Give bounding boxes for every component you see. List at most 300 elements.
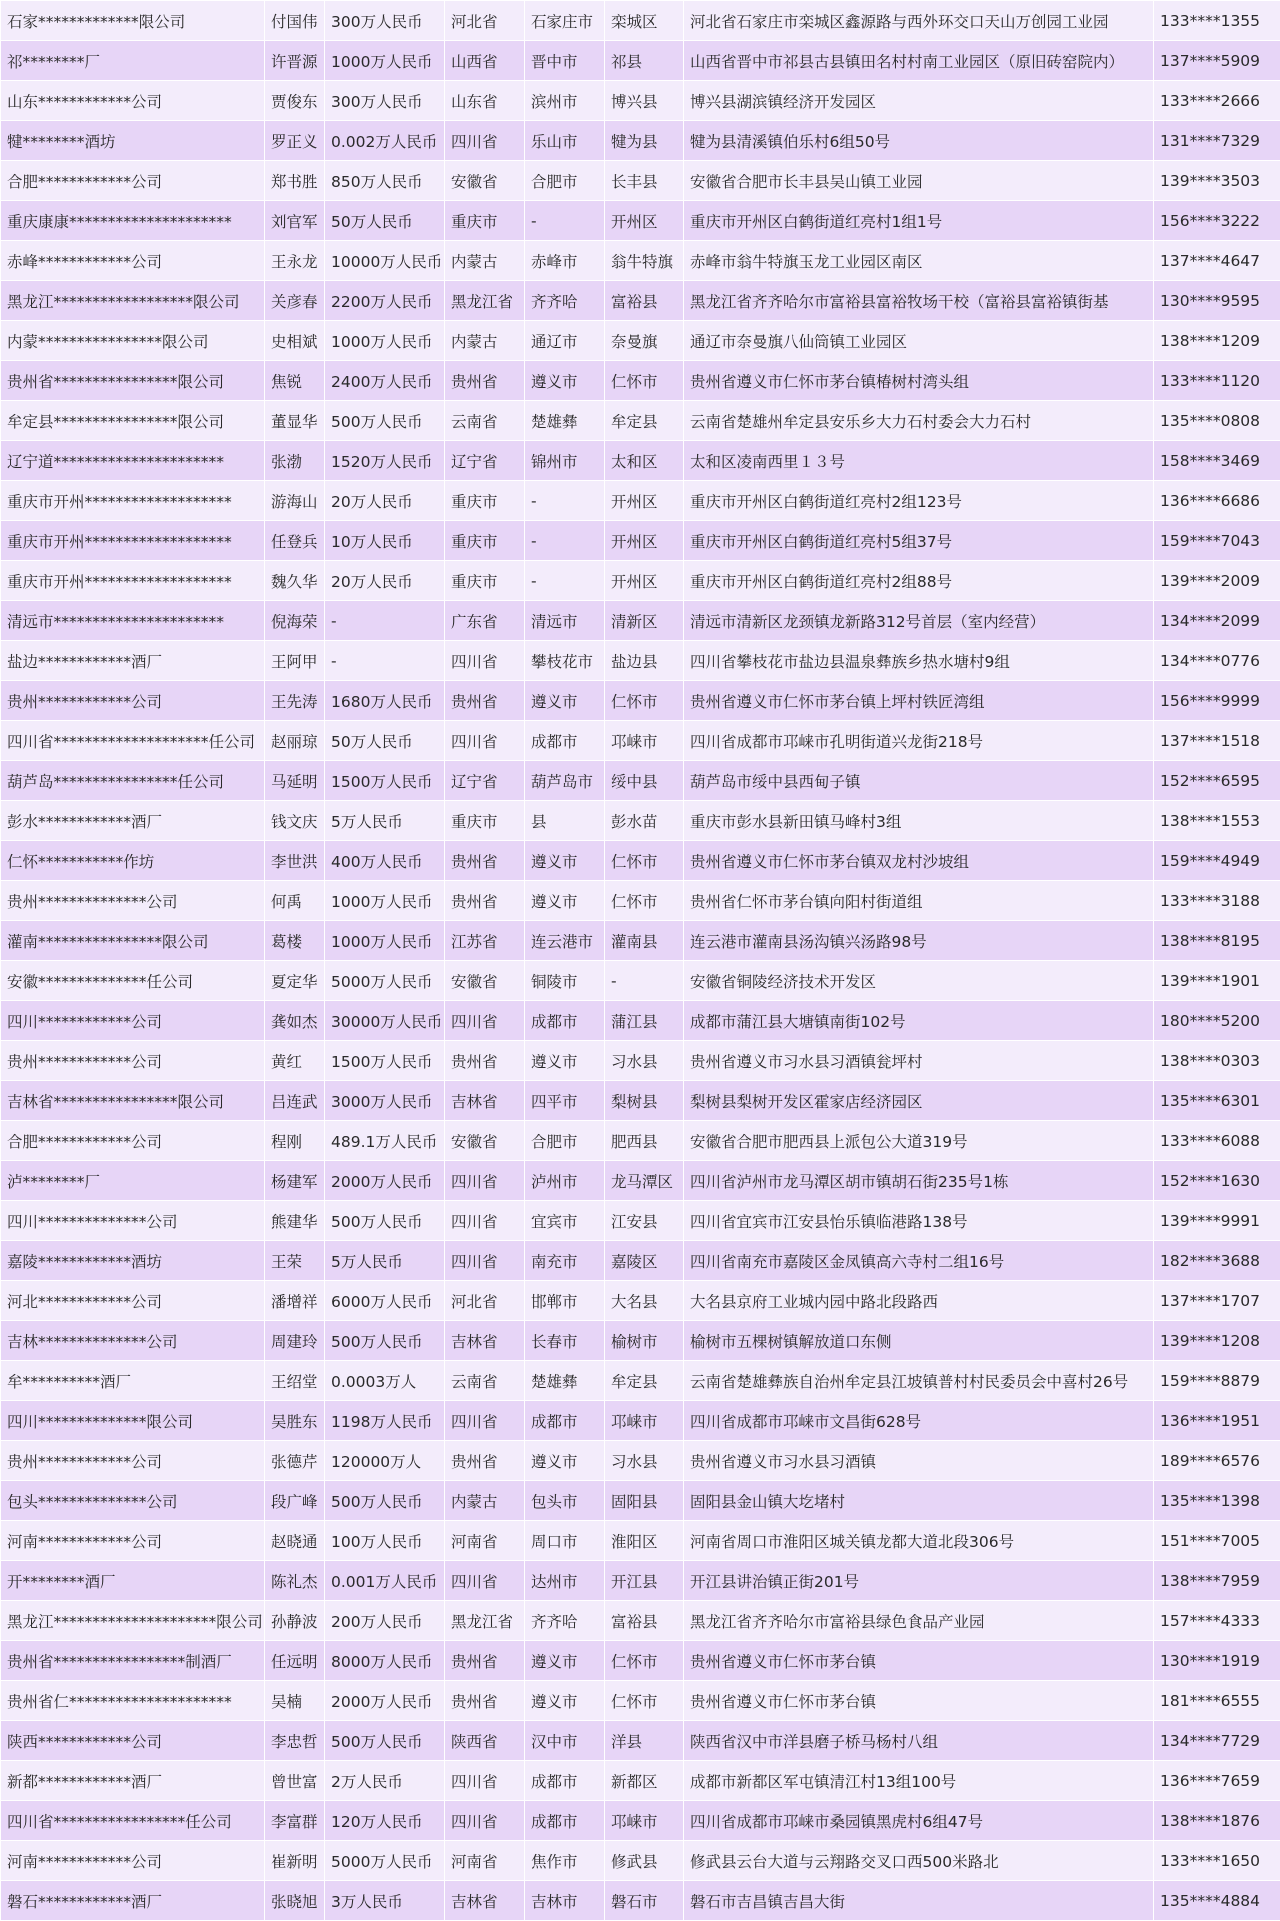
phone-cell: 159****4949 — [1154, 841, 1280, 881]
table-row — [1, 681, 1280, 721]
legal-rep-cell: 龚如杰 — [265, 1001, 325, 1041]
company-name-cell: 山东************公司 — [1, 81, 265, 121]
table-row — [1, 321, 1280, 361]
province-cell: 广东省 — [445, 601, 525, 641]
district-cell: 富裕县 — [605, 281, 684, 321]
legal-rep-cell: 周建玲 — [265, 1321, 325, 1361]
registered-capital-cell: 2万人民币 — [325, 1761, 445, 1801]
address-cell: 安徽省合肥市肥西县上派包公大道319号 — [684, 1121, 1154, 1161]
district-cell: 绥中县 — [605, 761, 684, 801]
table-row — [1, 721, 1280, 761]
legal-rep-cell: 王先涛 — [265, 681, 325, 721]
registered-capital-cell: 3000万人民币 — [325, 1081, 445, 1121]
table-row — [1, 1081, 1280, 1121]
district-cell: 清新区 — [605, 601, 684, 641]
phone-cell: 133****2666 — [1154, 81, 1280, 121]
province-cell: 云南省 — [445, 401, 525, 441]
registered-capital-cell: 300万人民币 — [325, 81, 445, 121]
table-row — [1, 121, 1280, 161]
city-cell: 遵义市 — [525, 681, 605, 721]
company-name-cell: 吉林省****************限公司 — [1, 1081, 265, 1121]
province-cell: 贵州省 — [445, 681, 525, 721]
city-cell: 焦作市 — [525, 1841, 605, 1881]
district-cell: 开江县 — [605, 1561, 684, 1601]
province-cell: 安徽省 — [445, 961, 525, 1001]
legal-rep-cell: 李富群 — [265, 1801, 325, 1841]
district-cell: 大名县 — [605, 1281, 684, 1321]
table-row — [1, 1201, 1280, 1241]
city-cell: 成都市 — [525, 1001, 605, 1041]
registered-capital-cell: 500万人民币 — [325, 401, 445, 441]
city-cell: 遵义市 — [525, 841, 605, 881]
city-cell: - — [525, 521, 605, 561]
table-row — [1, 1361, 1280, 1401]
table-row — [1, 1281, 1280, 1321]
city-cell: 县 — [525, 801, 605, 841]
district-cell: 修武县 — [605, 1841, 684, 1881]
registered-capital-cell: 30000万人民币 — [325, 1001, 445, 1041]
province-cell: 贵州省 — [445, 361, 525, 401]
address-cell: 重庆市开州区白鹤街道红亮村2组123号 — [684, 481, 1154, 521]
phone-cell: 138****1553 — [1154, 801, 1280, 841]
company-name-cell: 河南************公司 — [1, 1841, 265, 1881]
phone-cell: 133****3188 — [1154, 881, 1280, 921]
phone-cell: 134****0776 — [1154, 641, 1280, 681]
company-name-cell: 重庆市开州******************* — [1, 521, 265, 561]
table-row — [1, 441, 1280, 481]
province-cell: 贵州省 — [445, 1641, 525, 1681]
city-cell: 汉中市 — [525, 1721, 605, 1761]
address-cell: 榆树市五棵树镇解放道口东侧 — [684, 1321, 1154, 1361]
table-row — [1, 161, 1280, 201]
district-cell: 太和区 — [605, 441, 684, 481]
address-cell: 四川省成都市邛崃市桑园镇黑虎村6组47号 — [684, 1801, 1154, 1841]
legal-rep-cell: 程刚 — [265, 1121, 325, 1161]
address-cell: 贵州省遵义市仁怀市茅台镇双龙村沙坡组 — [684, 841, 1154, 881]
address-cell: 博兴县湖滨镇经济开发园区 — [684, 81, 1154, 121]
registered-capital-cell: 1000万人民币 — [325, 41, 445, 81]
company-name-cell: 贵州省仁********************* — [1, 1681, 265, 1721]
legal-rep-cell: 李世洪 — [265, 841, 325, 881]
company-name-cell: 陕西************公司 — [1, 1721, 265, 1761]
district-cell: 蒲江县 — [605, 1001, 684, 1041]
table-row — [1, 401, 1280, 441]
province-cell: 四川省 — [445, 1241, 525, 1281]
province-cell: 黑龙江省 — [445, 281, 525, 321]
legal-rep-cell: 张晓旭 — [265, 1881, 325, 1921]
legal-rep-cell: 倪海荣 — [265, 601, 325, 641]
city-cell: 晋中市 — [525, 41, 605, 81]
district-cell: 彭水苗 — [605, 801, 684, 841]
company-name-cell: 合肥************公司 — [1, 161, 265, 201]
city-cell: 宜宾市 — [525, 1201, 605, 1241]
address-cell: 四川省宜宾市江安县怡乐镇临港路138号 — [684, 1201, 1154, 1241]
company-name-cell: 重庆市开州******************* — [1, 561, 265, 601]
registered-capital-cell: 20万人民币 — [325, 481, 445, 521]
table-row — [1, 1761, 1280, 1801]
address-cell: 云南省楚雄州牟定县安乐乡大力石村委会大力石村 — [684, 401, 1154, 441]
phone-cell: 135****1398 — [1154, 1481, 1280, 1521]
company-name-cell: 合肥************公司 — [1, 1121, 265, 1161]
phone-cell: 137****1518 — [1154, 721, 1280, 761]
registered-capital-cell: 1000万人民币 — [325, 921, 445, 961]
district-cell: 灌南县 — [605, 921, 684, 961]
address-cell: 固阳县金山镇大圪堵村 — [684, 1481, 1154, 1521]
province-cell: 吉林省 — [445, 1881, 525, 1921]
district-cell: 邛崃市 — [605, 1801, 684, 1841]
phone-cell: 139****1208 — [1154, 1321, 1280, 1361]
city-cell: 遵义市 — [525, 1641, 605, 1681]
registered-capital-cell: 0.002万人民币 — [325, 121, 445, 161]
address-cell: 重庆市彭水县新田镇马峰村3组 — [684, 801, 1154, 841]
address-cell: 成都市新都区军屯镇清江村13组100号 — [684, 1761, 1154, 1801]
province-cell: 贵州省 — [445, 1041, 525, 1081]
province-cell: 重庆市 — [445, 801, 525, 841]
address-cell: 贵州省遵义市仁怀市茅台镇上坪村铁匠湾组 — [684, 681, 1154, 721]
registered-capital-cell: 0.0003万人 — [325, 1361, 445, 1401]
district-cell: 奈曼旗 — [605, 321, 684, 361]
province-cell: 安徽省 — [445, 161, 525, 201]
legal-rep-cell: 贾俊东 — [265, 81, 325, 121]
city-cell: 成都市 — [525, 721, 605, 761]
registered-capital-cell: 1520万人民币 — [325, 441, 445, 481]
district-cell: 栾城区 — [605, 1, 684, 41]
company-name-cell: 新都************酒厂 — [1, 1761, 265, 1801]
company-name-cell: 牟定县****************限公司 — [1, 401, 265, 441]
phone-cell: 130****1919 — [1154, 1641, 1280, 1681]
legal-rep-cell: 孙静波 — [265, 1601, 325, 1641]
table-row — [1, 1321, 1280, 1361]
city-cell: 遵义市 — [525, 1041, 605, 1081]
company-name-cell: 磐石************酒厂 — [1, 1881, 265, 1921]
table-row — [1, 1521, 1280, 1561]
legal-rep-cell: 熊建华 — [265, 1201, 325, 1241]
address-cell: 河北省石家庄市栾城区鑫源路与西外环交口天山万创园工业园 — [684, 1, 1154, 41]
table-row — [1, 841, 1280, 881]
province-cell: 江苏省 — [445, 921, 525, 961]
legal-rep-cell: 王阿甲 — [265, 641, 325, 681]
province-cell: 辽宁省 — [445, 761, 525, 801]
address-cell: 陕西省汉中市洋县磨子桥马杨村八组 — [684, 1721, 1154, 1761]
legal-rep-cell: 许晋源 — [265, 41, 325, 81]
province-cell: 四川省 — [445, 1201, 525, 1241]
legal-rep-cell: 游海山 — [265, 481, 325, 521]
province-cell: 河南省 — [445, 1521, 525, 1561]
address-cell: 大名县京府工业城内园中路北段路西 — [684, 1281, 1154, 1321]
legal-rep-cell: 付国伟 — [265, 1, 325, 41]
city-cell: 成都市 — [525, 1761, 605, 1801]
table-row — [1, 961, 1280, 1001]
phone-cell: 151****7005 — [1154, 1521, 1280, 1561]
phone-cell: 133****1120 — [1154, 361, 1280, 401]
legal-rep-cell: 钱文庆 — [265, 801, 325, 841]
phone-cell: 180****5200 — [1154, 1001, 1280, 1041]
address-cell: 黑龙江省齐齐哈尔市富裕县绿色食品产业园 — [684, 1601, 1154, 1641]
city-cell: 泸州市 — [525, 1161, 605, 1201]
phone-cell: 135****6301 — [1154, 1081, 1280, 1121]
province-cell: 陕西省 — [445, 1721, 525, 1761]
company-name-cell: 贵州************公司 — [1, 1041, 265, 1081]
table-row — [1, 281, 1280, 321]
company-name-cell: 祁********厂 — [1, 41, 265, 81]
city-cell: 齐齐哈 — [525, 281, 605, 321]
district-cell: 开州区 — [605, 201, 684, 241]
address-cell: 四川省成都市邛崃市孔明街道兴龙街218号 — [684, 721, 1154, 761]
legal-rep-cell: 任登兵 — [265, 521, 325, 561]
address-cell: 重庆市开州区白鹤街道红亮村1组1号 — [684, 201, 1154, 241]
province-cell: 重庆市 — [445, 481, 525, 521]
company-name-cell: 包头**************公司 — [1, 1481, 265, 1521]
district-cell: 新都区 — [605, 1761, 684, 1801]
address-cell: 清远市清新区龙颈镇龙新路312号首层（室内经营） — [684, 601, 1154, 641]
address-cell: 修武县云台大道与云翔路交叉口西500米路北 — [684, 1841, 1154, 1881]
province-cell: 山西省 — [445, 41, 525, 81]
city-cell: 邯郸市 — [525, 1281, 605, 1321]
registered-capital-cell: 1680万人民币 — [325, 681, 445, 721]
city-cell: 铜陵市 — [525, 961, 605, 1001]
province-cell: 四川省 — [445, 1001, 525, 1041]
address-cell: 葫芦岛市绥中县西甸子镇 — [684, 761, 1154, 801]
legal-rep-cell: 王荣 — [265, 1241, 325, 1281]
phone-cell: 130****9595 — [1154, 281, 1280, 321]
table-row — [1, 1561, 1280, 1601]
address-cell: 河南省周口市淮阳区城关镇龙都大道北段306号 — [684, 1521, 1154, 1561]
address-cell: 黑龙江省齐齐哈尔市富裕县富裕牧场干校（富裕县富裕镇街基 — [684, 281, 1154, 321]
city-cell: 包头市 — [525, 1481, 605, 1521]
table-row — [1, 241, 1280, 281]
legal-rep-cell: 任远明 — [265, 1641, 325, 1681]
address-cell: 贵州省遵义市仁怀市茅台镇 — [684, 1681, 1154, 1721]
table-row — [1, 641, 1280, 681]
legal-rep-cell: 赵丽琼 — [265, 721, 325, 761]
address-cell: 重庆市开州区白鹤街道红亮村2组88号 — [684, 561, 1154, 601]
registered-capital-cell: - — [325, 641, 445, 681]
phone-cell: 139****9991 — [1154, 1201, 1280, 1241]
district-cell: 邛崃市 — [605, 1401, 684, 1441]
registered-capital-cell: 1500万人民币 — [325, 761, 445, 801]
province-cell: 贵州省 — [445, 881, 525, 921]
phone-cell: 133****1650 — [1154, 1841, 1280, 1881]
district-cell: 开州区 — [605, 561, 684, 601]
phone-cell: 138****1876 — [1154, 1801, 1280, 1841]
district-cell: 固阳县 — [605, 1481, 684, 1521]
table-row — [1, 1881, 1280, 1921]
phone-cell: 181****6555 — [1154, 1681, 1280, 1721]
district-cell: 仁怀市 — [605, 1641, 684, 1681]
registered-capital-cell: 500万人民币 — [325, 1481, 445, 1521]
city-cell: 四平市 — [525, 1081, 605, 1121]
address-cell: 四川省泸州市龙马潭区胡市镇胡石街235号1栋 — [684, 1161, 1154, 1201]
table-row — [1, 1001, 1280, 1041]
table-row — [1, 1441, 1280, 1481]
phone-cell: 136****6686 — [1154, 481, 1280, 521]
city-cell: 遵义市 — [525, 881, 605, 921]
district-cell: 肥西县 — [605, 1121, 684, 1161]
phone-cell: 158****3469 — [1154, 441, 1280, 481]
address-cell: 贵州省遵义市仁怀市茅台镇 — [684, 1641, 1154, 1681]
province-cell: 河南省 — [445, 1841, 525, 1881]
city-cell: 锦州市 — [525, 441, 605, 481]
phone-cell: 138****0303 — [1154, 1041, 1280, 1081]
district-cell: 博兴县 — [605, 81, 684, 121]
district-cell: 淮阳区 — [605, 1521, 684, 1561]
district-cell: - — [605, 961, 684, 1001]
phone-cell: 139****1901 — [1154, 961, 1280, 1001]
province-cell: 内蒙古 — [445, 1481, 525, 1521]
table-row — [1, 81, 1280, 121]
registered-capital-cell: 1500万人民币 — [325, 1041, 445, 1081]
legal-rep-cell: 刘官军 — [265, 201, 325, 241]
table-row — [1, 761, 1280, 801]
company-name-cell: 重庆市开州******************* — [1, 481, 265, 521]
registered-capital-cell: 2000万人民币 — [325, 1681, 445, 1721]
address-cell: 安徽省合肥市长丰县吴山镇工业园 — [684, 161, 1154, 201]
company-name-cell: 河南************公司 — [1, 1521, 265, 1561]
registered-capital-cell: 3万人民币 — [325, 1881, 445, 1921]
phone-cell: 135****0808 — [1154, 401, 1280, 441]
phone-cell: 139****2009 — [1154, 561, 1280, 601]
address-cell: 开江县讲治镇正街201号 — [684, 1561, 1154, 1601]
registered-capital-cell: 2400万人民币 — [325, 361, 445, 401]
district-cell: 祁县 — [605, 41, 684, 81]
phone-cell: 137****4647 — [1154, 241, 1280, 281]
registered-capital-cell: 0.001万人民币 — [325, 1561, 445, 1601]
city-cell: 楚雄彝 — [525, 401, 605, 441]
legal-rep-cell: 马延明 — [265, 761, 325, 801]
company-name-cell: 四川************公司 — [1, 1001, 265, 1041]
legal-rep-cell: 夏定华 — [265, 961, 325, 1001]
registered-capital-cell: 300万人民币 — [325, 1, 445, 41]
city-cell: 成都市 — [525, 1801, 605, 1841]
city-cell: 周口市 — [525, 1521, 605, 1561]
phone-cell: 138****7959 — [1154, 1561, 1280, 1601]
city-cell: 合肥市 — [525, 161, 605, 201]
table-row — [1, 481, 1280, 521]
province-cell: 重庆市 — [445, 521, 525, 561]
company-name-cell: 犍********酒坊 — [1, 121, 265, 161]
city-cell: 乐山市 — [525, 121, 605, 161]
district-cell: 牟定县 — [605, 1361, 684, 1401]
district-cell: 仁怀市 — [605, 841, 684, 881]
province-cell: 四川省 — [445, 1161, 525, 1201]
phone-cell: 131****7329 — [1154, 121, 1280, 161]
company-name-cell: 贵州省*****************制酒厂 — [1, 1641, 265, 1681]
city-cell: 遵义市 — [525, 1441, 605, 1481]
registered-capital-cell: 120万人民币 — [325, 1801, 445, 1841]
phone-cell: 139****3503 — [1154, 161, 1280, 201]
table-row — [1, 1121, 1280, 1161]
company-name-cell: 河北************公司 — [1, 1281, 265, 1321]
phone-cell: 157****4333 — [1154, 1601, 1280, 1641]
city-cell: 攀枝花市 — [525, 641, 605, 681]
registered-capital-cell: 50万人民币 — [325, 201, 445, 241]
registered-capital-cell: 500万人民币 — [325, 1721, 445, 1761]
company-name-cell: 开********酒厂 — [1, 1561, 265, 1601]
company-name-cell: 四川**************公司 — [1, 1201, 265, 1241]
province-cell: 四川省 — [445, 641, 525, 681]
phone-cell: 159****8879 — [1154, 1361, 1280, 1401]
phone-cell: 136****7659 — [1154, 1761, 1280, 1801]
city-cell: 齐齐哈 — [525, 1601, 605, 1641]
address-cell: 赤峰市翁牛特旗玉龙工业园区南区 — [684, 241, 1154, 281]
phone-cell: 133****1355 — [1154, 1, 1280, 41]
phone-cell: 152****6595 — [1154, 761, 1280, 801]
province-cell: 四川省 — [445, 121, 525, 161]
company-name-cell: 安徽**************任公司 — [1, 961, 265, 1001]
district-cell: 仁怀市 — [605, 681, 684, 721]
city-cell: 南充市 — [525, 1241, 605, 1281]
company-name-cell: 清远市********************** — [1, 601, 265, 641]
table-row — [1, 601, 1280, 641]
district-cell: 牟定县 — [605, 401, 684, 441]
legal-rep-cell: 焦锐 — [265, 361, 325, 401]
district-cell: 犍为县 — [605, 121, 684, 161]
company-table-body — [1, 1, 1280, 1921]
district-cell: 开州区 — [605, 521, 684, 561]
company-name-cell: 黑龙江******************限公司 — [1, 281, 265, 321]
legal-rep-cell: 罗正义 — [265, 121, 325, 161]
district-cell: 盐边县 — [605, 641, 684, 681]
address-cell: 成都市蒲江县大塘镇南街102号 — [684, 1001, 1154, 1041]
company-name-cell: 仁怀***********作坊 — [1, 841, 265, 881]
district-cell: 梨树县 — [605, 1081, 684, 1121]
phone-cell: 138****1209 — [1154, 321, 1280, 361]
legal-rep-cell: 崔新明 — [265, 1841, 325, 1881]
table-row — [1, 1161, 1280, 1201]
registered-capital-cell: 500万人民币 — [325, 1321, 445, 1361]
province-cell: 辽宁省 — [445, 441, 525, 481]
district-cell: 磐石市 — [605, 1881, 684, 1921]
city-cell: 成都市 — [525, 1401, 605, 1441]
district-cell: 嘉陵区 — [605, 1241, 684, 1281]
province-cell: 贵州省 — [445, 1681, 525, 1721]
city-cell: 连云港市 — [525, 921, 605, 961]
province-cell: 重庆市 — [445, 561, 525, 601]
city-cell: 吉林市 — [525, 1881, 605, 1921]
registered-capital-cell: 1000万人民币 — [325, 321, 445, 361]
table-row — [1, 1681, 1280, 1721]
city-cell: 遵义市 — [525, 361, 605, 401]
city-cell: 石家庄市 — [525, 1, 605, 41]
company-name-cell: 吉林**************公司 — [1, 1321, 265, 1361]
registered-capital-cell: 2000万人民币 — [325, 1161, 445, 1201]
legal-rep-cell: 曾世富 — [265, 1761, 325, 1801]
phone-cell: 137****5909 — [1154, 41, 1280, 81]
phone-cell: 134****7729 — [1154, 1721, 1280, 1761]
registered-capital-cell: 5000万人民币 — [325, 1841, 445, 1881]
province-cell: 山东省 — [445, 81, 525, 121]
legal-rep-cell: 郑书胜 — [265, 161, 325, 201]
registered-capital-cell: 1000万人民币 — [325, 881, 445, 921]
table-row — [1, 1481, 1280, 1521]
company-name-cell: 贵州************公司 — [1, 681, 265, 721]
address-cell: 犍为县清溪镇伯乐村6组50号 — [684, 121, 1154, 161]
legal-rep-cell: 李忠哲 — [265, 1721, 325, 1761]
city-cell: 葫芦岛市 — [525, 761, 605, 801]
district-cell: 榆树市 — [605, 1321, 684, 1361]
company-name-cell: 嘉陵************酒坊 — [1, 1241, 265, 1281]
phone-cell: 159****7043 — [1154, 521, 1280, 561]
table-row — [1, 561, 1280, 601]
address-cell: 连云港市灌南县汤沟镇兴汤路98号 — [684, 921, 1154, 961]
phone-cell: 133****6088 — [1154, 1121, 1280, 1161]
province-cell: 吉林省 — [445, 1321, 525, 1361]
registered-capital-cell: 10000万人民币 — [325, 241, 445, 281]
phone-cell: 134****2099 — [1154, 601, 1280, 641]
company-name-cell: 盐边************酒厂 — [1, 641, 265, 681]
city-cell: - — [525, 561, 605, 601]
registered-capital-cell: 200万人民币 — [325, 1601, 445, 1641]
